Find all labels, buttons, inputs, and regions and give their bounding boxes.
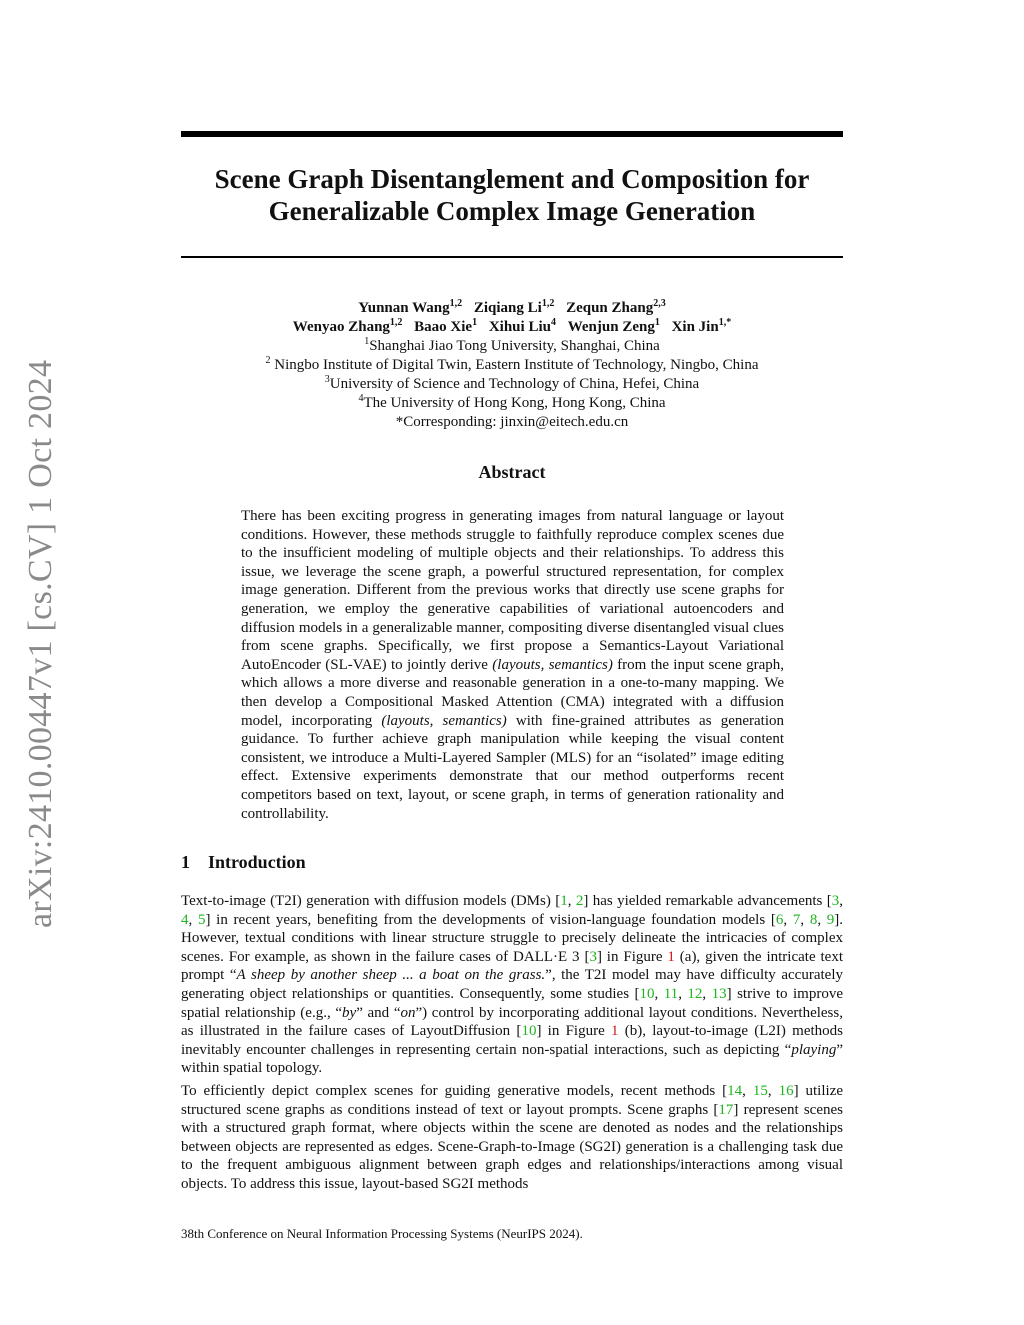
author-line-2: [181, 318, 843, 337]
paper-title: [181, 163, 843, 227]
conference-footnote: 38th Conference on Neural Information Processing Systems (NeurIPS 2024).: [181, 1226, 583, 1241]
citation-link[interactable]: 2: [575, 893, 584, 909]
affiliation: $^4$The University of Hong Kong, Hong Kong, China: [358, 393, 666, 411]
author-name: Ziqiang Li$^{1,2}$: [473, 298, 555, 316]
intro-paragraph-2: To efficiently depict complex scenes for guiding generative models, recent methods [14, 15, 16] utilize structured scene graphs as conditions instead of text or layout prompts. Scene graphs [17] represent scenes with a structured graph format, where objects within the scene are denoted as nodes and the relationships between objects are represented as edges. Scene-Graph-to-Image (SG2I) generation is a challenging task due to the frequent ambiguous alignment between graph edges and relationships/interactions among visual objects. To address this issue, layout-based SG2I methods: [181, 1083, 844, 1192]
author-name: Wenyao Zhang$^{1,2}$: [292, 317, 403, 335]
citation-link[interactable]: 14: [727, 1083, 743, 1099]
title-bottom-rule: [181, 256, 843, 258]
author-name: Zequn Zhang$^{2,3}$: [566, 298, 666, 316]
author-name: Baao Xie$^1$: [414, 317, 478, 335]
citation-link[interactable]: 11: [663, 985, 679, 1002]
section-number: 1: [181, 852, 190, 872]
affiliation: $^3$University of Science and Technology of China, Hefei, China: [324, 374, 700, 392]
citation-link[interactable]: 10: [639, 985, 655, 1002]
corresponding-author: *Corresponding: jinxin@eitech.edu.cn: [395, 414, 629, 430]
citation-link[interactable]: 7: [792, 911, 801, 928]
section-title: Introduction: [208, 852, 306, 872]
title-top-rule: [181, 131, 843, 137]
citation-link[interactable]: 16: [778, 1083, 794, 1099]
author-name: Xin Jin$^{1,*}$: [671, 317, 732, 335]
citation-link[interactable]: 12: [687, 985, 703, 1002]
affiliation: $^2$ Ningbo Institute of Digital Twin, Eastern Institute of Technology, Ningbo, China: [265, 355, 759, 373]
citation-link[interactable]: 8: [809, 911, 818, 928]
author-name: Xihui Liu$^4$: [488, 317, 556, 335]
author-line-1: [181, 299, 843, 318]
intro-paragraph-1: Text-to-image (T2I) generation with diffusion models (DMs) [1, 2] has yielded remarkable advancements [3, 4, 5] in recent years, benefiting from the developments of vision-language foundation models [6, 7, 8, 9]. However, textual conditions with linear structure struggle to precisely delineate the intricacies of complex scenes. For example, as shown in the failure cases of DALL·E 3 [3] in Figure 1 (a), given the intricate text prompt “A sheep by another sheep ... a boat on the grass.”, the T2I model may have difficulty accurately generating object relationships or quantities. Consequently, some studies [10, 11, 12, 13] strive to improve spatial relationship (e.g., “by” and “on”) control by incorporating additional layout conditions. Nevertheless, as illustrated in the failure cases of LayoutDiffusion [10] in Figure 1 (b), layout-to-image (L2I) methods inevitably encounter challenges in representing certain non-spatial interactions, such as depicting “playing” within spatial topology.: [181, 893, 844, 1077]
affiliation: $^1$Shanghai Jiao Tong University, Shanghai, China: [364, 336, 660, 354]
arxiv-stamp: arXiv:2410.00447v1 [cs.CV] 1 Oct 2024: [22, 359, 59, 928]
citation-link[interactable]: 4: [181, 911, 189, 928]
citation-link[interactable]: 3: [831, 893, 840, 909]
abstract-heading: Abstract: [478, 462, 546, 482]
title-line-1: Scene Graph Disentanglement and Composition for: [214, 164, 810, 194]
citation-link[interactable]: 6: [775, 911, 784, 928]
author-block: [181, 299, 843, 432]
citation-link[interactable]: 3: [589, 948, 597, 965]
author-name: Yunnan Wang$^{1,2}$: [358, 298, 463, 316]
section-heading: [181, 852, 306, 873]
citation-link[interactable]: 9: [826, 911, 835, 928]
title-line-2: Generalizable Complex Image Generation: [268, 196, 756, 226]
citation-link[interactable]: 10: [521, 1023, 537, 1040]
abstract-text: There has been exciting progress in generating images from natural language or layout conditions. However, these methods struggle to faithfully reproduce complex scenes due to the insufficient modeling of multiple objects and their relationships. To address this issue, we leverage the scene graph, a powerful structured representation, for complex image generation. Different from the previous works that directly use scene graphs for generation, we employ the generative capabilities of variational autoencoders and diffusion models in a generalizable manner, compositing diverse disentangled visual clues from scene graphs. Specifically, we first propose a Semantics-Layout Variational AutoEncoder (SL-VAE) to jointly derive (layouts, semantics) from the input scene graph, which allows a more diverse and reasonable generation in a one-to-many mapping. We then develop a Compositional Masked Attention (CMA) integrated with a diffusion model, incorporating (layouts, semantics) with fine-grained attributes as generation guidance. To further achieve graph manipulation while keeping the visual content consistent, we introduce a Multi-Layered Sampler (MLS) for an “isolated” image editing effect. Extensive experiments demonstrate that our method outperforms recent competitors based on text, layout, or scene graph, in terms of generation rationality and controllability.: [241, 508, 785, 822]
figure-reference-link[interactable]: 1: [611, 1023, 619, 1040]
citation-link[interactable]: 1: [560, 893, 568, 909]
citation-link[interactable]: 15: [752, 1083, 768, 1099]
citation-link[interactable]: 13: [711, 985, 727, 1002]
author-name: Wenjun Zeng$^1$: [567, 317, 660, 335]
citation-link[interactable]: 5: [197, 911, 206, 928]
citation-link[interactable]: 17: [718, 1101, 734, 1118]
figure-reference-link[interactable]: 1: [667, 948, 675, 965]
